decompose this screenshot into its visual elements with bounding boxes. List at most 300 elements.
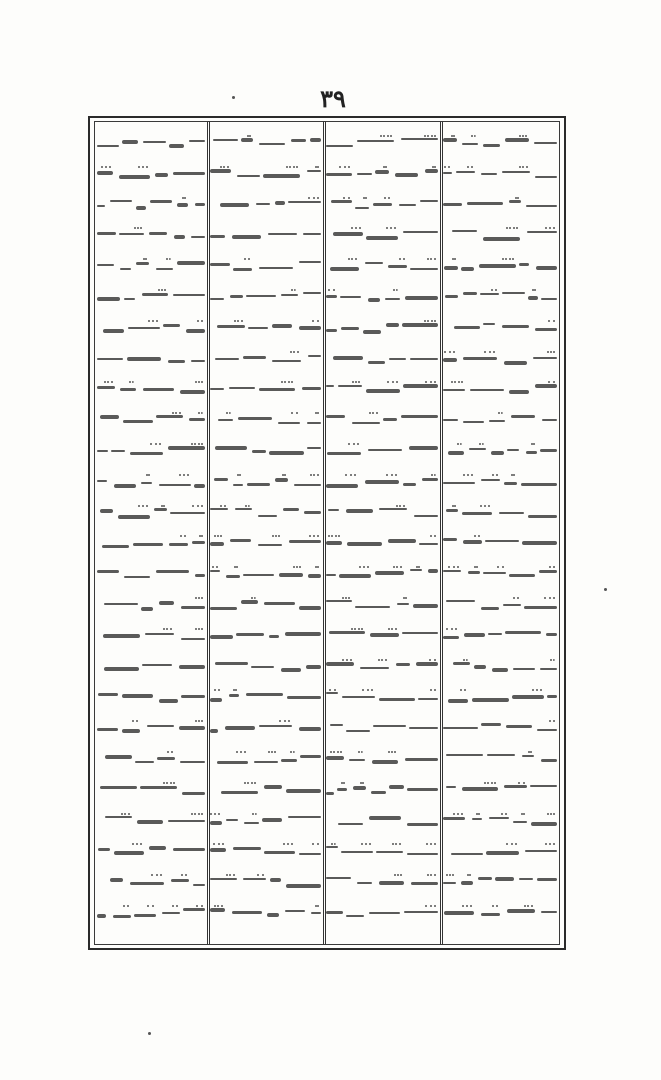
handwritten-line <box>443 190 557 221</box>
ink-dots <box>343 197 350 203</box>
ink-word <box>420 200 438 202</box>
ink-word <box>355 207 369 209</box>
ink-word <box>275 201 285 205</box>
ink-word <box>264 851 295 854</box>
ink-dots <box>104 381 113 387</box>
ink-word <box>443 389 465 391</box>
ink-word <box>210 388 224 390</box>
handwritten-line <box>210 467 321 498</box>
ink-dots <box>146 474 150 480</box>
handwritten-line <box>326 128 438 159</box>
ink-word <box>519 263 529 266</box>
ink-dots <box>281 381 293 387</box>
handwritten-line <box>210 251 321 282</box>
handwritten-line <box>210 621 321 652</box>
handwritten-line <box>97 652 205 683</box>
ink-word <box>509 390 529 394</box>
ink-word <box>258 544 282 546</box>
handwritten-line <box>443 744 557 775</box>
ink-word <box>369 912 400 914</box>
ink-word <box>541 759 557 762</box>
ink-word <box>385 298 400 300</box>
ink-word <box>326 295 337 298</box>
ink-dots <box>448 566 459 572</box>
ink-dots <box>429 659 436 665</box>
ink-word <box>366 236 398 240</box>
ink-word <box>259 267 293 269</box>
handwritten-line <box>443 344 557 375</box>
ink-dots <box>138 505 148 511</box>
ink-word <box>446 754 483 756</box>
handwritten-line <box>97 436 205 467</box>
handwritten-line <box>326 806 438 837</box>
ink-word <box>299 326 321 330</box>
ink-word <box>479 264 516 268</box>
text-column-2 <box>326 128 438 940</box>
ink-word <box>534 142 557 144</box>
ink-word <box>163 324 180 327</box>
ink-word <box>365 262 383 264</box>
ink-word <box>232 911 262 914</box>
handwritten-line <box>97 867 205 898</box>
ink-word <box>304 511 321 514</box>
ink-word <box>339 574 371 578</box>
ink-word <box>376 851 403 853</box>
ink-dots <box>446 874 454 880</box>
ink-dots <box>394 874 402 880</box>
ink-word <box>446 600 475 602</box>
handwritten-line <box>443 467 557 498</box>
handwritten-line <box>97 374 205 405</box>
ink-dots <box>453 813 463 819</box>
ink-word <box>365 480 399 484</box>
ink-word <box>180 390 205 394</box>
ink-word <box>346 509 373 513</box>
ink-word <box>210 698 222 702</box>
ink-dots <box>506 843 517 849</box>
ink-word <box>97 232 116 235</box>
ink-word <box>113 915 131 918</box>
handwritten-line <box>210 867 321 898</box>
ink-word <box>461 267 474 271</box>
ink-word <box>513 821 527 823</box>
handwritten-line <box>97 528 205 559</box>
handwritten-line <box>210 190 321 221</box>
ink-dots <box>342 659 352 665</box>
ink-word <box>373 725 406 727</box>
handwritten-line <box>443 405 557 436</box>
ink-word <box>306 665 321 669</box>
ink-word <box>286 884 321 888</box>
ink-word <box>243 574 274 576</box>
handwritten-line <box>210 498 321 529</box>
ink-dots <box>524 905 533 911</box>
ink-word <box>104 603 138 605</box>
ink-word <box>483 323 495 325</box>
ink-word <box>541 298 557 300</box>
ink-word <box>118 515 150 519</box>
ink-word <box>246 693 283 696</box>
ink-word <box>238 417 272 420</box>
ink-word <box>399 204 416 206</box>
ink-word <box>263 174 300 178</box>
ink-word <box>530 785 557 787</box>
ink-word <box>133 543 163 546</box>
ink-dots <box>286 166 298 172</box>
ink-dots <box>443 166 450 172</box>
ink-word <box>525 850 557 852</box>
handwritten-line <box>443 498 557 529</box>
ink-word <box>182 792 205 795</box>
ink-dots <box>460 689 466 695</box>
ink-word <box>401 415 438 418</box>
ink-word <box>247 483 270 486</box>
handwritten-line <box>326 344 438 375</box>
ink-dots <box>345 474 356 480</box>
ink-dots <box>282 474 286 480</box>
ink-word <box>526 205 557 207</box>
ink-word <box>230 295 243 298</box>
ink-dots <box>549 720 555 726</box>
ink-word <box>102 545 129 548</box>
ink-word <box>210 821 222 825</box>
ink-dots <box>378 659 387 665</box>
ink-speck <box>232 96 235 99</box>
ink-word <box>159 601 174 605</box>
ink-dots <box>132 720 138 726</box>
ink-word <box>383 418 397 421</box>
ink-dots <box>181 874 187 880</box>
handwritten-line <box>326 405 438 436</box>
ink-dots <box>545 843 555 849</box>
ink-speck <box>148 1032 151 1035</box>
ink-word <box>547 695 557 698</box>
ink-dots <box>361 843 371 849</box>
ink-word <box>349 759 365 761</box>
ink-word <box>342 696 375 698</box>
ink-word <box>326 145 353 147</box>
ink-dots <box>220 166 229 172</box>
ink-dots <box>147 905 154 911</box>
ink-word <box>379 881 404 885</box>
ink-dots <box>196 905 203 911</box>
ink-word <box>472 698 509 702</box>
text-column-3 <box>210 128 321 940</box>
ink-dots <box>161 505 165 511</box>
ink-word <box>281 759 297 762</box>
ink-word <box>307 422 321 424</box>
ink-dots <box>191 443 203 449</box>
ink-word <box>264 602 295 605</box>
ink-word <box>110 878 123 882</box>
ink-word <box>119 175 150 179</box>
ink-word <box>521 483 557 486</box>
ink-word <box>526 451 537 454</box>
ink-word <box>159 699 178 703</box>
handwritten-line <box>443 867 557 898</box>
ink-word <box>443 482 475 484</box>
ink-dots <box>252 813 257 819</box>
ink-dots <box>515 197 519 203</box>
ink-word <box>368 298 380 302</box>
ink-word <box>169 144 184 148</box>
ink-dots <box>179 474 189 480</box>
handwritten-line <box>443 806 557 837</box>
ink-dots <box>427 874 436 880</box>
ink-word <box>409 446 438 450</box>
ink-word <box>419 543 438 545</box>
ink-dots <box>167 751 173 757</box>
ink-word <box>546 633 557 636</box>
ink-word <box>177 203 188 207</box>
handwritten-line <box>210 682 321 713</box>
ink-word <box>226 575 240 578</box>
handwritten-line <box>443 436 557 467</box>
ink-word <box>299 727 321 731</box>
ink-dots <box>463 474 473 480</box>
ink-dots <box>358 751 363 757</box>
ink-word <box>237 175 260 177</box>
ink-dots <box>432 166 436 172</box>
ink-word <box>443 358 457 362</box>
handwritten-line <box>326 436 438 467</box>
page-number: ۳۹ <box>320 84 346 113</box>
ink-word <box>179 665 205 669</box>
ink-word <box>366 389 400 393</box>
ink-word <box>502 325 529 328</box>
ink-dots <box>479 443 484 449</box>
ink-dots <box>272 535 280 541</box>
ink-word <box>233 484 243 486</box>
ink-dots <box>247 135 251 141</box>
ink-word <box>268 233 297 235</box>
ink-dots <box>471 135 476 141</box>
ink-word <box>326 385 334 387</box>
handwritten-line <box>97 128 205 159</box>
ink-dots <box>121 813 130 819</box>
ink-dots <box>172 412 181 418</box>
ink-word <box>156 268 173 270</box>
ink-dots <box>363 197 367 203</box>
handwritten-line <box>443 282 557 313</box>
ink-word <box>269 451 304 455</box>
handwritten-line <box>97 251 205 282</box>
ink-word <box>486 851 519 855</box>
ink-dots <box>549 566 555 572</box>
ink-dots <box>427 258 436 264</box>
ink-word <box>505 631 541 634</box>
ink-dots <box>484 782 496 788</box>
ink-word <box>97 570 119 573</box>
ink-word <box>236 633 264 636</box>
handwritten-line <box>326 282 438 313</box>
handwritten-line <box>326 220 438 251</box>
ink-dots <box>220 505 226 511</box>
ink-dots <box>484 351 495 357</box>
ink-word <box>463 292 477 295</box>
ink-dots <box>342 597 350 603</box>
ink-word <box>414 515 438 517</box>
ink-word <box>481 173 497 175</box>
ink-word <box>189 140 205 142</box>
ink-dots <box>233 689 237 695</box>
ink-word <box>155 173 168 177</box>
ink-word <box>210 542 224 546</box>
ink-word <box>278 422 300 424</box>
ink-word <box>130 452 163 455</box>
handwritten-line <box>326 374 438 405</box>
ink-word <box>97 205 105 207</box>
ink-dots <box>101 166 111 172</box>
ink-word <box>542 419 557 421</box>
ink-dots <box>492 474 498 480</box>
ink-word <box>186 329 205 333</box>
ink-word <box>474 665 486 669</box>
ink-word <box>130 882 164 885</box>
ink-word <box>346 915 364 917</box>
ink-word <box>403 231 438 233</box>
ink-dots <box>290 751 295 757</box>
ink-word <box>233 847 261 850</box>
ink-word <box>210 729 218 733</box>
ink-dots <box>416 566 420 572</box>
ink-dots <box>444 351 455 357</box>
handwritten-line <box>326 159 438 190</box>
ink-word <box>215 446 247 450</box>
handwritten-line <box>443 652 557 683</box>
ink-word <box>210 607 237 610</box>
ink-word <box>504 361 527 365</box>
handwritten-line <box>443 621 557 652</box>
ink-word <box>396 663 410 666</box>
ink-word <box>98 848 110 851</box>
ink-dots <box>360 782 364 788</box>
ink-word <box>310 138 321 142</box>
handwritten-line <box>326 467 438 498</box>
handwritten-line <box>326 898 438 929</box>
ink-word <box>264 785 282 789</box>
handwritten-line <box>326 867 438 898</box>
handwritten-line <box>326 559 438 590</box>
handwritten-line <box>210 405 321 436</box>
ink-dots <box>387 381 398 387</box>
ink-dots <box>315 905 319 911</box>
ink-word <box>111 450 125 452</box>
ink-word <box>135 761 154 763</box>
ink-dots <box>132 843 142 849</box>
ink-dots <box>492 905 498 911</box>
ink-dots <box>234 566 238 572</box>
ink-word <box>481 913 500 916</box>
ink-dots <box>213 843 224 849</box>
ink-word <box>409 727 438 729</box>
ink-word <box>326 911 343 914</box>
ink-word <box>142 664 172 666</box>
ink-dots <box>192 505 203 511</box>
ink-word <box>470 389 504 391</box>
ink-dots <box>328 535 340 541</box>
ink-dots <box>474 535 480 541</box>
ink-dots <box>351 628 363 634</box>
ink-word <box>443 172 452 174</box>
ink-dots <box>310 474 319 480</box>
handwritten-line <box>326 744 438 775</box>
ink-word <box>281 668 301 672</box>
ink-word <box>478 877 492 880</box>
ink-word <box>232 235 261 239</box>
ink-word <box>481 607 499 610</box>
ink-dots <box>369 412 378 418</box>
handwritten-line <box>443 220 557 251</box>
ink-word <box>407 823 438 826</box>
ink-word <box>258 515 277 517</box>
ink-word <box>303 233 321 235</box>
ink-word <box>337 788 347 791</box>
ink-word <box>506 725 532 728</box>
ink-word <box>114 851 144 855</box>
handwritten-line <box>326 190 438 221</box>
ink-word <box>405 758 438 761</box>
ink-dots <box>502 258 514 264</box>
handwritten-line <box>326 313 438 344</box>
handwritten-line <box>97 898 205 929</box>
ink-word <box>122 140 138 144</box>
ink-dots <box>446 628 457 634</box>
ink-word <box>114 484 136 488</box>
ink-word <box>452 230 477 232</box>
ink-word <box>492 668 508 672</box>
ink-dots <box>138 166 148 172</box>
ink-dots <box>312 843 319 849</box>
ink-dots <box>430 689 436 695</box>
ink-word <box>294 484 321 486</box>
ink-word <box>327 452 361 455</box>
handwritten-line <box>443 682 557 713</box>
handwritten-line <box>210 590 321 621</box>
ink-word <box>136 206 146 210</box>
handwritten-line <box>326 682 438 713</box>
ink-word <box>537 878 557 881</box>
ink-word <box>215 662 248 665</box>
handwritten-line <box>210 775 321 806</box>
ink-word <box>100 415 119 419</box>
ink-word <box>220 203 249 207</box>
ink-dots <box>312 320 319 326</box>
handwritten-line <box>210 559 321 590</box>
ink-word <box>243 356 266 359</box>
ink-word <box>141 482 152 484</box>
ink-word <box>218 419 233 421</box>
ink-dots <box>191 813 203 819</box>
ink-word <box>389 358 406 360</box>
ink-word <box>489 420 505 422</box>
ink-word <box>169 543 188 546</box>
ink-word <box>189 418 205 421</box>
ink-dots <box>426 843 436 849</box>
ink-word <box>509 574 535 577</box>
handwritten-line <box>210 898 321 929</box>
ink-word <box>252 450 266 453</box>
handwritten-line <box>97 775 205 806</box>
ink-word <box>491 451 504 455</box>
ink-word <box>326 415 345 418</box>
ink-word <box>103 634 140 638</box>
ink-dots <box>463 659 468 665</box>
ink-word <box>535 328 557 331</box>
ink-dots <box>291 412 298 418</box>
ink-word <box>248 327 268 329</box>
ink-word <box>97 358 123 360</box>
